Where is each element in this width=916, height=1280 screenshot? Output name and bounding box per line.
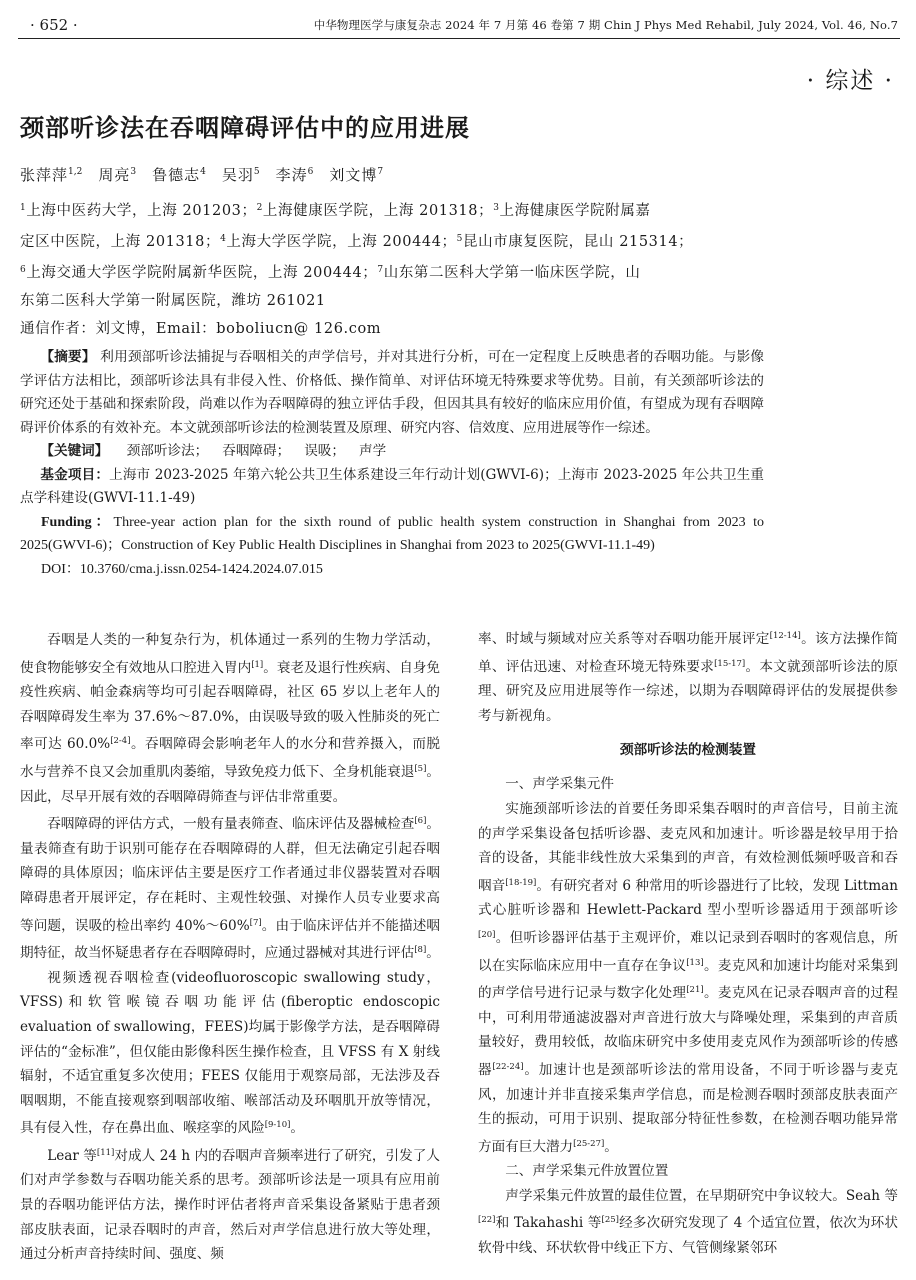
body-text: 。但听诊器评估基于主观评价，难以记录到吞咽时的客观信息，所以在实际临床应用中一直存在争议 [478, 929, 898, 974]
author-affiliation-mark: 1,2 [68, 167, 83, 177]
section-tag: · 综述 · [806, 68, 894, 94]
affiliation-text: 东第二医科大学第一附属医院，潍坊 261021 [20, 293, 326, 309]
keyword: 颈部听诊法； [126, 443, 209, 459]
citation-ref[interactable]: [22-24] [492, 1061, 524, 1072]
fund-cn-text: 上海市 2023-2025 年第六轮公共卫生体系建设三年行动计划(GWVI-6)；上海市 2023-2025 年公共卫生重点学科建设(GWVI-11.1-49) [20, 466, 765, 506]
citation-ref[interactable]: [13] [686, 957, 704, 968]
body-text: 视频透视吞咽检查(videofluoroscopic swallowing study，VFSS)和软管喉镜吞咽功能评估(fiberoptic endoscopic evaluation of swallowing，FEES)均属于影像学方法，是吞咽障碍评估的“金标准”，但仅能由影像科医生操作检查，且 VFSS 有 X 射线辐射，不适宜重复多次使用；FEES 仅能用于观察局部，无法涉及吞咽咽期，不能直接观察到咽部收缩、喉部活动及环咽肌开放等情况，具有侵入性，存在鼻出血、喉痉挛的风险 [20, 969, 440, 1137]
citation-ref[interactable]: [20] [478, 929, 496, 940]
body-text: 。本文就颈部听诊法的原理、研究及应用进展等作一综述，以期为吞咽障碍评估的发展提供参考与新视角。 [478, 658, 898, 724]
keyword: 误吸； [304, 443, 345, 459]
author-affiliation-mark: 3 [130, 167, 137, 177]
body-paragraph [478, 1184, 898, 1261]
affiliation-text: 上海健康医学院，上海 201318； [262, 203, 494, 219]
affiliation-text: 上海健康医学院附属嘉 [499, 203, 651, 219]
author-affiliation-mark: 7 [377, 167, 384, 177]
running-header [18, 16, 900, 39]
body-text: 。因此，尽早开展有效的吞咽障碍筛查与评估非常重要。 [20, 763, 441, 805]
citation-ref[interactable]: [7] [249, 917, 262, 928]
affiliation-line: 定区中医院，上海 201318；$^4$上海大学医学院，上海 200444；$^5$昆山市康复医院，昆山 215314； [20, 234, 694, 250]
affiliation-line: $^6$上海交通大学医学院附属新华医院，上海 200444；$^7$山东第二医科大学第一临床医学院，山 [20, 265, 641, 281]
body-text: 。加速计也是颈部听诊法的常用设备，不同于听诊器与麦克风，加速计并非直接采集声学信息，而是检测吞咽时颈部皮肤表面产生的振动，可用于识别、提取部分特征性参数，在检测吞咽功能异常方面有巨大潜力 [478, 1061, 899, 1155]
affiliation-text: 山东第二医科大学第一临床医学院，山 [383, 265, 641, 281]
author: 李涛$^6$ [275, 166, 314, 184]
citation-ref[interactable]: [2-4] [110, 736, 131, 747]
fund-en [20, 511, 764, 558]
abstract-block [20, 346, 764, 581]
body-text: 实施颈部听诊法的首要任务即采集吞咽时的声音信号，目前主流的声学采集设备包括听诊器、麦克风和加速计。听诊器是较早用于拾音的设备，其能非线性放大采集到的声音，有效检测低频呼吸音和吞咽音 [478, 800, 898, 894]
affiliation-line: $^1$上海中医药大学，上海 201203；$^2$上海健康医学院，上海 201318；$^3$上海健康医学院附属嘉 [20, 203, 651, 219]
correspondence: 通信作者：刘文博，Email：boboliucn@ 126.com [20, 321, 382, 337]
affiliations [20, 194, 760, 343]
body-text: 和 Takahashi 等 [495, 1215, 602, 1232]
author-list [20, 164, 399, 185]
body-text: 经多次研究发现了 4 个适宜位置，依次为环状软骨中线、环状软骨中线正下方、气管侧缘紧邻环 [478, 1215, 898, 1257]
doi [20, 558, 764, 582]
citation-ref[interactable]: [18-19] [505, 877, 537, 888]
affiliation-text: 昆山市康复医院，昆山 215314； [462, 234, 694, 250]
body-text: 。量表筛查有助于识别可能存在吞咽障碍的人群，但无法确定引起吞咽障碍的具体原因；临床评估主要是医疗工作者通过非仪器装置对吞咽障碍患者开展评定，存在耗时、主观性较强、对操作人员专业要求高等问题，误吸的检出率约 40%～60% [20, 816, 441, 934]
body-text: 率、时域与频域对应关系等对吞咽功能开展评定 [478, 631, 770, 647]
citation-ref[interactable]: [6] [414, 816, 427, 827]
doi-text: DOI：10.3760/cma.j.issn.0254-1424.2024.07.015 [41, 561, 323, 577]
citation-ref[interactable]: [12-14] [769, 631, 801, 641]
body-text: 。衰老及退行性疾病、自身免疫性疾病、帕金森病等均可引起吞咽障碍，社区 65 岁以上老年人的吞咽障碍发生率为 37.6%～87.0%，由误吸导致的吸入性肺炎的死亡率可达 60.0% [20, 659, 441, 753]
fund-en-label: Funding： [41, 514, 114, 530]
body-text: 。有研究者对 6 种常用的听诊器进行了比较，发现 Littman 式心脏听诊器和 Hewlett-Packard 型小型听诊器适用于颈部听诊 [478, 877, 898, 919]
affiliation-text: 上海大学医学院，上海 200444； [226, 234, 457, 250]
body-text: 声学采集元件放置的最佳位置，在早期研究中争议较大。Seah 等 [505, 1187, 898, 1204]
citation-ref[interactable]: [21] [686, 985, 704, 996]
citation-ref[interactable]: [9-10] [264, 1120, 291, 1131]
body-text: 。 [604, 1138, 618, 1155]
keyword: 声学 [359, 443, 387, 459]
fund-cn [20, 464, 764, 511]
body-text: 。 [426, 945, 440, 962]
body-text: 。麦克风和加速计均能对采集到的声学信号进行记录与数字化处理 [478, 957, 899, 1002]
subsection-heading: 一、声学采集元件 [505, 776, 614, 793]
author: 吴羽$^5$ [221, 166, 260, 184]
author: 刘文博$^7$ [329, 166, 384, 184]
affiliation-line [20, 287, 760, 315]
affiliation-text: 上海中医药大学，上海 201203； [26, 203, 257, 219]
citation-ref[interactable]: [11] [96, 1147, 115, 1158]
fund-cn-label: 基金项目： [40, 466, 110, 483]
citation-ref[interactable]: [25-27] [573, 1138, 605, 1149]
citation-ref[interactable]: [22] [478, 1215, 496, 1226]
body-text: 。该方法操作简单、评估迅速、对检查环境无特殊要求 [478, 631, 899, 675]
abstract [20, 346, 764, 440]
body-text: 。 [290, 1120, 305, 1137]
body-paragraph [20, 1141, 440, 1267]
article-title: 颈部听诊法在吞咽障碍评估中的应用进展 [20, 114, 470, 142]
fund-en-text: Three-year action plan for the sixth round of public health system construction in Shanghai from 2023 to 2025(GWVI-6)；Construction of Key Public Health Disciplines in Shanghai from 2023 to 2025(GWVI-11.1-49) [20, 514, 764, 553]
body-paragraph [20, 628, 440, 809]
body-paragraph [20, 809, 440, 966]
subsection-heading: 二、声学采集元件放置位置 [505, 1163, 669, 1180]
body-text: 吞咽是人类的一种复杂行为，机体通过一系列的生物力学活动，使食物能够安全有效地从口腔进入胃内 [20, 632, 440, 676]
citation-ref[interactable]: [15-17] [714, 658, 746, 669]
author: 鲁德志$^4$ [152, 166, 206, 184]
author-affiliation-mark: 4 [200, 167, 206, 177]
affiliation-text: 定区中医院，上海 201318； [20, 234, 221, 250]
body-text: Lear 等 [47, 1147, 97, 1164]
citation-ref[interactable]: [25] [601, 1215, 619, 1226]
page-number: · 652 · [30, 16, 78, 34]
keyword: 吞咽障碍； [222, 443, 291, 459]
author-affiliation-mark: 5 [253, 167, 260, 177]
keywords [20, 440, 764, 464]
author-affiliation-mark: 6 [307, 167, 314, 177]
journal-citation: 中华物理医学与康复杂志 2024 年 7 月第 46 卷第 7 期 Chin J Phys Med Rehabil, July 2024, Vol. 46, No.7 [313, 18, 898, 32]
citation-ref[interactable]: [8] [414, 945, 427, 956]
body-column-right [478, 624, 898, 1261]
body-text: 对成人 24 h 内的吞咽声音频率进行了研究，引发了人们对声学参数与吞咽功能关系的思考。颈部听诊法是一项具有应用前景的吞咽功能评估方法，操作时评估者将声音采集设备紧贴于患者颈部皮肤表面，记录吞咽时的声音，然后对声学信息进行放大等处理，通过分析声音持续时间、强度、频 [20, 1147, 441, 1263]
body-text: 。麦克风在记录吞咽声音的过程中，可利用带通滤波器对声音进行放大与降噪处理，采集到的声音质量较好，费用较低，故临床研究中多使用麦克风作为颈部听诊的传感器 [478, 985, 899, 1078]
citation-ref[interactable]: [1] [251, 659, 264, 670]
body-column-left [20, 628, 440, 1267]
section-heading: 颈部听诊法的检测装置 [620, 742, 756, 759]
abstract-label: 【摘要】 [40, 349, 96, 365]
body-text: 。由于临床评估并不能描述咽期特征，故当怀疑患者存在吞咽障碍时，应通过器械对其进行评估 [20, 917, 441, 962]
body-paragraph [478, 797, 898, 1159]
author: 周亮$^3$ [98, 166, 137, 184]
body-paragraph [478, 624, 898, 728]
keywords-label: 【关键词】 [40, 443, 109, 459]
body-text: 吞咽障碍的评估方式，一般有量表筛查、临床评估及器械检查 [47, 816, 415, 833]
author: 张萍萍$^{1,2}$ [20, 166, 83, 184]
affiliation-text: 上海交通大学医学院附属新华医院，上海 200444； [26, 265, 378, 281]
citation-ref[interactable]: [5] [414, 763, 427, 774]
abstract-text: 利用颈部听诊法捕捉与吞咽相关的声学信号，并对其进行分析，可在一定程度上反映患者的吞咽功能。与影像学评估方法相比，颈部听诊法具有非侵入性、价格低、操作简单、对评估环境无特殊要求等优势。目前，有关颈部听诊法的研究还处于基础和探索阶段，尚难以作为吞咽障碍的独立评估手段，但因其具有较好的临床应用价值，有望成为现有吞咽障碍评价体系的有效补充。本文就颈部听诊法的检测装置及原理、研究内容、信效度、应用进展等作一综述。 [20, 349, 765, 436]
body-text: 。吞咽障碍会影响老年人的水分和营养摄入，而脱水与营养不良又会加重肌肉萎缩，导致免疫力低下、全身机能衰退 [20, 736, 440, 780]
body-paragraph [20, 966, 440, 1141]
